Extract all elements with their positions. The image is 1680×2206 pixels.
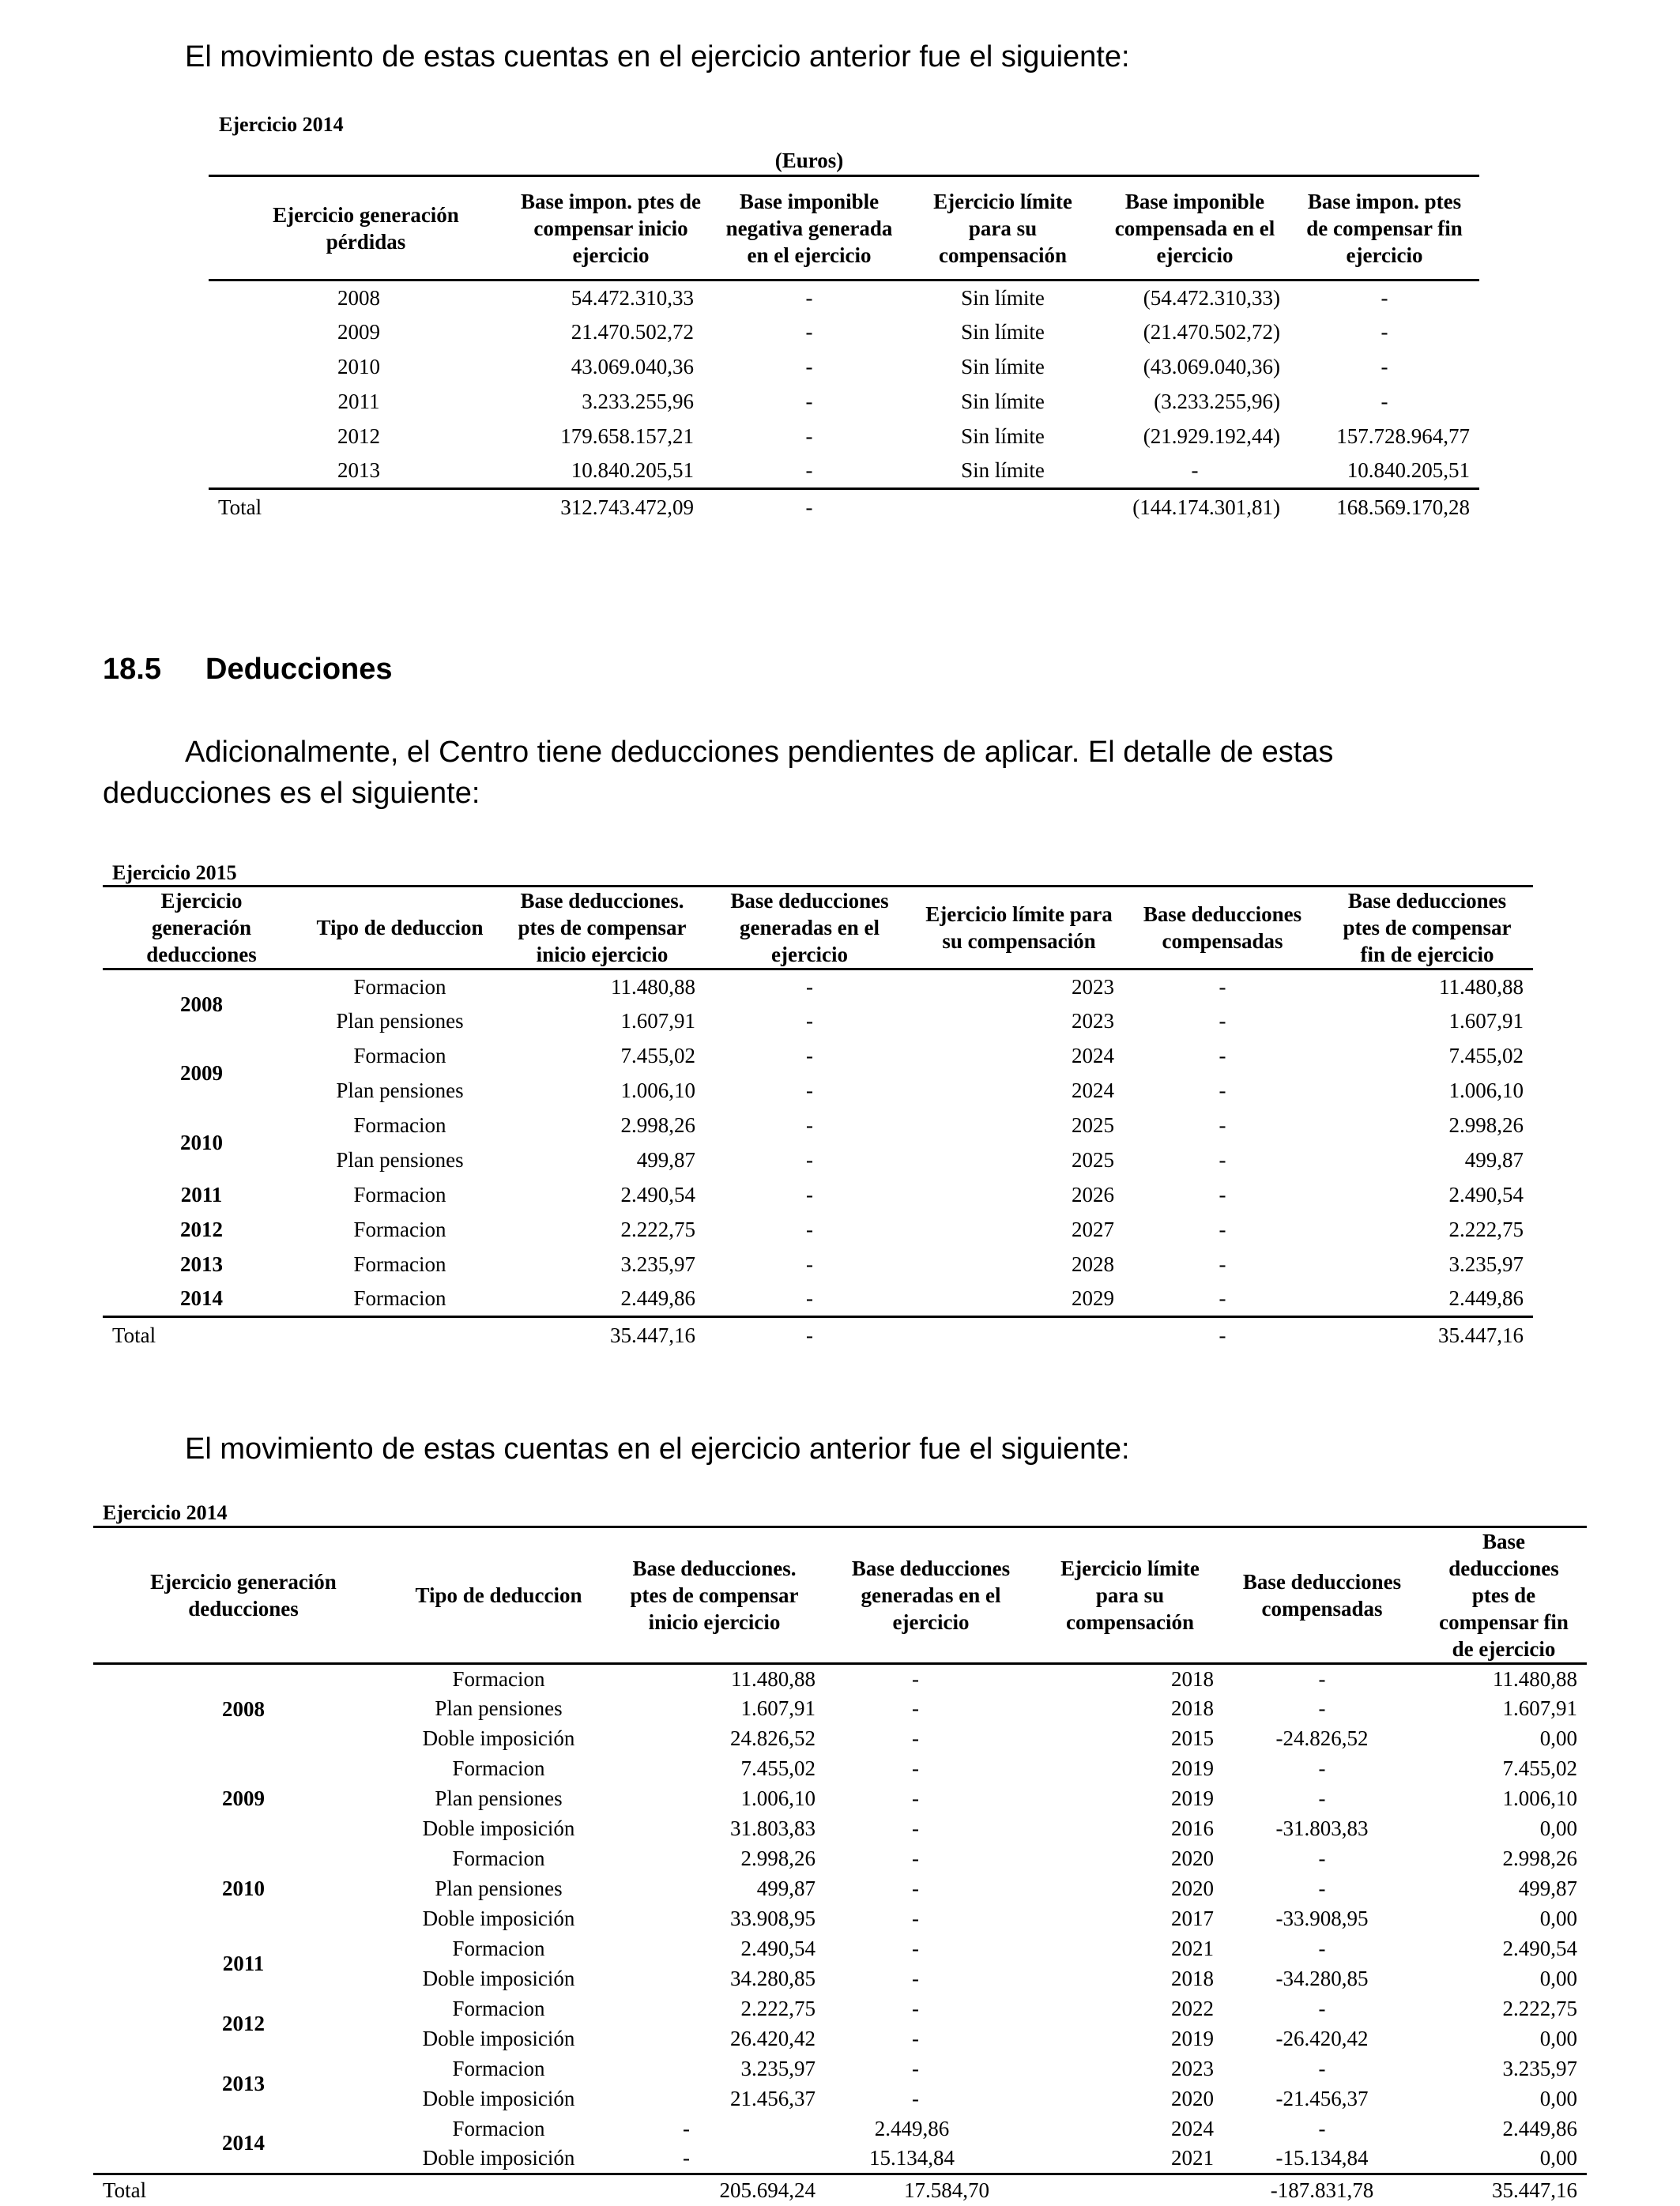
table-cell: - (806, 1113, 813, 1137)
total-cell: -187.831,78 (1223, 2174, 1421, 2206)
table-cell: (21.470.502,72) (1143, 320, 1280, 344)
column-header: Ejercicio límite para su compensación (1037, 1527, 1223, 1664)
total-cell (394, 2174, 604, 2206)
table-cell: - (1219, 1113, 1226, 1137)
table-cell: Sin límite (961, 285, 1045, 310)
year-cell: 2010 (222, 1877, 265, 1900)
total-cell (300, 1317, 499, 1353)
table-cell: Doble imposición (422, 2087, 575, 2110)
column-header: Base deducciones generadas en el ejercicio (825, 1527, 1037, 1664)
table-cell: - (912, 1756, 919, 1780)
table-cell: 31.803,83 (730, 1816, 816, 1840)
column-header: Base deducciones compensadas (1124, 887, 1321, 969)
table-cell: Plan pensiones (435, 1696, 563, 1720)
table-cell: - (912, 1696, 919, 1720)
table-cell: 2012 (337, 424, 380, 448)
year-cell: 2012 (180, 1218, 223, 1241)
table-cell: - (912, 2027, 919, 2050)
total-cell: 35.447,16 (1421, 2174, 1587, 2206)
total-cell: - (713, 489, 906, 525)
table-cell: 2024 (1171, 2117, 1214, 2140)
table-cell: - (1318, 1997, 1326, 2020)
table-cell: (3.233.255,96) (1154, 390, 1280, 413)
table-row (103, 1213, 1533, 1248)
column-header: Tipo de deduccion (394, 1527, 604, 1664)
year-cell: 2011 (222, 1952, 265, 1975)
table-cell: - (912, 1816, 919, 1840)
table-cell: - (912, 1997, 919, 2020)
table-row (103, 1282, 1533, 1317)
section-number: 18.5 (103, 653, 161, 686)
table-cell: 11.480,88 (611, 974, 695, 999)
total-row (103, 1317, 1533, 1353)
table-cell: 2.490,54 (620, 1183, 695, 1207)
table-row (103, 1143, 1533, 1178)
table-cell: 2018 (1171, 1666, 1214, 1691)
table-cell: - (912, 2087, 919, 2110)
table-cell: 2.449,86 (874, 2117, 950, 2140)
table-cell: 2021 (1171, 1937, 1214, 1960)
table-cell: 157.728.964,77 (1336, 424, 1470, 448)
table-cell: Sin límite (961, 390, 1045, 413)
intro-paragraph-3: El movimiento de estas cuentas en el ejercicio anterior fue el siguiente: (185, 1432, 1130, 1466)
table-cell: - (1381, 320, 1388, 344)
total-cell: 17.584,70 (825, 2174, 1037, 2206)
table-cell: Sin límite (961, 355, 1045, 378)
table1-unit: (Euros) (774, 149, 844, 172)
table-cell: 0,00 (1539, 1816, 1577, 1840)
section-paragraph (103, 732, 1595, 814)
table-cell: - (805, 390, 813, 413)
section-paragraph-line-1: Adicionalmente, el Centro tiene deducciones pendientes de aplicar. El detalle de estas (185, 736, 1334, 769)
column-header: Ejercicio límite para su compensación (906, 176, 1100, 280)
table-cell: 2018 (1171, 1967, 1214, 1990)
table-cell: Formacion (452, 1937, 545, 1960)
table-cell: - (912, 1937, 919, 1960)
column-header: Tipo de deduccion (300, 887, 499, 969)
deductions-table-2014 (93, 1526, 1587, 2206)
table-cell: - (806, 1148, 813, 1172)
table-cell: - (1219, 1148, 1226, 1172)
table-cell: Formacion (452, 2117, 545, 2140)
table-cell: 2018 (1171, 1696, 1214, 1720)
table-cell: - (912, 1967, 919, 1990)
table-row (93, 1934, 1587, 1964)
table-cell: - (1318, 2117, 1326, 2140)
table-cell: 2008 (337, 285, 380, 310)
table-cell: 2013 (337, 458, 380, 483)
table-cell: Formacion (452, 1756, 545, 1780)
table-cell: 2019 (1171, 1756, 1214, 1780)
column-header: Base deducciones. ptes de compensar inicio ejercicio (604, 1527, 825, 1664)
table-row (93, 1664, 1587, 1694)
table-cell: 2016 (1171, 1816, 1214, 1840)
table-row (93, 1754, 1587, 1784)
table-cell: - (912, 1907, 919, 1930)
column-header: Ejercicio límite para su compensación (914, 887, 1124, 969)
table-cell: 2.449,86 (1448, 1286, 1524, 1311)
year-cell: 2008 (222, 1696, 265, 1721)
total-cell (914, 1317, 1124, 1353)
total-cell: 35.447,16 (499, 1317, 705, 1353)
table-cell: - (1381, 390, 1388, 413)
table-cell: 3.235,97 (1502, 2057, 1577, 2080)
table-cell: Formacion (353, 1218, 446, 1241)
section-paragraph-line-2: deducciones es el siguiente: (103, 777, 480, 810)
table-row (209, 420, 1479, 454)
table-cell: 1.607,91 (740, 1696, 816, 1720)
table-row (93, 1994, 1587, 2024)
total-row (209, 489, 1479, 525)
table-cell: - (912, 2057, 919, 2080)
table-cell: 2017 (1171, 1907, 1214, 1930)
table-cell: Formacion (353, 1252, 446, 1276)
table-cell: 0,00 (1539, 1726, 1577, 1750)
table-cell: - (1219, 974, 1226, 999)
table-cell: 0,00 (1539, 2087, 1577, 2110)
table-cell: - (912, 1726, 919, 1750)
column-header: Base deducciones. ptes de compensar inicio ejercicio (499, 887, 705, 969)
table-cell: - (912, 1666, 919, 1691)
table-cell: 2.222,75 (1502, 1997, 1577, 2020)
table-cell: 21.470.502,72 (571, 320, 694, 344)
table-cell: 2025 (1072, 1113, 1114, 1137)
year-cell: 2013 (180, 1252, 223, 1276)
table-cell: 2015 (1171, 1726, 1214, 1750)
table-cell: 2.490,54 (740, 1937, 816, 1960)
year-cell: 2014 (222, 2131, 265, 2155)
table-row (103, 1178, 1533, 1213)
table-cell: 2.490,54 (1448, 1183, 1524, 1207)
table-cell: - (1318, 2057, 1326, 2080)
table-cell: - (1318, 1786, 1326, 1810)
table-cell: 2024 (1072, 1079, 1114, 1102)
table-cell: 2020 (1171, 1846, 1214, 1870)
table-cell: 0,00 (1539, 1967, 1577, 1990)
table-row (103, 1004, 1533, 1039)
total-cell: - (705, 1317, 914, 1353)
table-cell: 10.840.205,51 (1347, 458, 1470, 483)
table-row (93, 2114, 1587, 2144)
table-cell: - (806, 1183, 813, 1207)
table-cell: - (1318, 1846, 1326, 1870)
table-cell: Doble imposición (422, 2027, 575, 2050)
table-cell: 2029 (1072, 1286, 1114, 1311)
section-title: Deducciones (205, 653, 393, 686)
year-cell: 2008 (180, 992, 223, 1016)
table-cell: - (806, 1009, 813, 1033)
table-cell: - (1318, 1696, 1326, 1720)
table-cell: - (912, 1786, 919, 1810)
total-cell: 35.447,16 (1321, 1317, 1533, 1353)
table-cell: 33.908,95 (730, 1907, 816, 1930)
column-header: Base impon. ptes de compensar fin ejercicio (1290, 176, 1479, 280)
table-cell: 499,87 (1518, 1877, 1577, 1900)
table-cell: Plan pensiones (435, 1786, 563, 1810)
table-cell: 1.607,91 (620, 1009, 695, 1033)
table-cell: 0,00 (1539, 2146, 1577, 2170)
table-cell: 7.455,02 (620, 1044, 695, 1067)
table-cell: Formacion (452, 1846, 545, 1870)
table-cell: Formacion (353, 1183, 446, 1207)
table-cell: 2011 (337, 390, 380, 413)
table-cell: 3.235,97 (740, 2057, 816, 2080)
table-cell: 54.472.310,33 (571, 285, 694, 310)
table-cell: Doble imposición (422, 1907, 575, 1930)
table-cell: 2.998,26 (1502, 1846, 1577, 1870)
table-cell: Doble imposición (422, 1967, 575, 1990)
table-cell: 21.456,37 (730, 2087, 816, 2110)
table-cell: 1.006,10 (1502, 1786, 1577, 1810)
table-cell: - (683, 2117, 690, 2140)
table-cell: 3.235,97 (1448, 1252, 1524, 1276)
table-row (103, 1248, 1533, 1282)
total-cell: 168.569.170,28 (1290, 489, 1479, 525)
table-cell: Doble imposición (422, 1816, 575, 1840)
table-cell: Sin límite (961, 320, 1045, 344)
table-cell: 2.222,75 (1448, 1218, 1524, 1241)
table-cell: 7.455,02 (1448, 1044, 1524, 1067)
table-cell: - (1219, 1252, 1226, 1276)
table-cell: - (805, 424, 813, 448)
table-cell: 11.480,88 (1439, 974, 1524, 999)
table-cell: - (1219, 1044, 1226, 1067)
column-header: Base impon. ptes de compensar inicio ejercicio (509, 176, 713, 280)
table-cell: 34.280,85 (730, 1967, 816, 1990)
table-cell: - (1219, 1183, 1226, 1207)
table-cell: Formacion (353, 1044, 446, 1067)
table-row (209, 350, 1479, 385)
column-header: Ejercicio generación pérdidas (209, 176, 509, 280)
year-cell: 2014 (180, 1286, 223, 1311)
table-cell: 2023 (1072, 1009, 1114, 1033)
table-cell: 2.998,26 (1448, 1113, 1524, 1137)
table-cell: -33.908,95 (1275, 1907, 1369, 1930)
table-cell: 2022 (1171, 1997, 1214, 2020)
table-cell: 2024 (1072, 1044, 1114, 1067)
table-cell: 2020 (1171, 1877, 1214, 1900)
table-cell: Formacion (452, 1997, 545, 2020)
table-cell: - (912, 1877, 919, 1900)
table-cell: 1.006,10 (620, 1079, 695, 1102)
table-cell: - (1318, 1666, 1326, 1691)
table-row (103, 1074, 1533, 1109)
table-cell: 2009 (337, 320, 380, 344)
table-cell: Plan pensiones (435, 1877, 563, 1900)
table-cell: - (805, 285, 813, 310)
intro-paragraph-1: El movimiento de estas cuentas en el ejercicio anterior fue el siguiente: (185, 40, 1130, 73)
column-header: Base imponible compensada en el ejercicio (1100, 176, 1290, 280)
table-cell: 7.455,02 (740, 1756, 816, 1780)
table-row (103, 1109, 1533, 1143)
column-header: Base imponible negativa generada en el ejercicio (713, 176, 906, 280)
table-cell: -34.280,85 (1275, 1967, 1369, 1990)
table-cell: 2021 (1171, 2146, 1214, 2170)
table-cell: - (806, 1218, 813, 1241)
total-cell (906, 489, 1100, 525)
table-cell: 10.840.205,51 (571, 458, 694, 483)
table3-caption: Ejercicio 2014 (103, 1501, 228, 1524)
table-cell: Formacion (353, 1286, 446, 1311)
table-cell: 2.449,86 (1502, 2117, 1577, 2140)
column-header: Base deducciones compensadas (1223, 1527, 1421, 1664)
column-header: Base deducciones ptes de compensar fin de ejercicio (1321, 887, 1533, 969)
table-cell: - (1381, 285, 1388, 310)
table-cell: - (806, 974, 813, 999)
table-cell: 179.658.157,21 (560, 424, 694, 448)
table-cell: - (1318, 1877, 1326, 1900)
table-cell: Doble imposición (422, 2146, 575, 2170)
table-cell: 2010 (337, 355, 380, 378)
table-cell: 2.998,26 (620, 1113, 695, 1137)
table-cell: (54.472.310,33) (1143, 285, 1280, 310)
table-cell: Formacion (353, 1113, 446, 1137)
table-cell: 3.233.255,96 (582, 390, 694, 413)
table-cell: - (1318, 1756, 1326, 1780)
table-cell: 3.235,97 (620, 1252, 695, 1276)
total-cell: 205.694,24 (604, 2174, 825, 2206)
table-cell: 499,87 (636, 1148, 695, 1172)
column-header: Base deducciones generadas en el ejercicio (705, 887, 914, 969)
table-row (93, 2054, 1587, 2084)
table-cell: 26.420,42 (730, 2027, 816, 2050)
table-cell: 2025 (1072, 1148, 1114, 1172)
table-cell: Plan pensiones (336, 1009, 464, 1033)
table-row (209, 385, 1479, 420)
table2-caption: Ejercicio 2015 (112, 861, 237, 884)
table-cell: -15.134,84 (1275, 2146, 1369, 2170)
table-cell: -21.456,37 (1275, 2087, 1369, 2110)
column-header: Ejercicio generación deducciones (103, 887, 300, 969)
table-cell: - (683, 2146, 690, 2170)
table-cell: 499,87 (756, 1877, 816, 1900)
year-cell: 2009 (180, 1061, 223, 1085)
table-cell: - (1191, 458, 1199, 483)
table-cell: 2.998,26 (740, 1846, 816, 1870)
table-cell: 24.826,52 (730, 1726, 816, 1750)
table-cell: 2027 (1072, 1218, 1114, 1241)
table-cell: 2.222,75 (620, 1218, 695, 1241)
total-cell (1037, 2174, 1223, 2206)
table-cell: - (1381, 355, 1388, 378)
table-cell: 2.490,54 (1502, 1937, 1577, 1960)
table-cell: - (1219, 1079, 1226, 1102)
total-row (93, 2174, 1587, 2206)
table-cell: (21.929.192,44) (1143, 424, 1280, 448)
table-row (103, 1039, 1533, 1074)
deductions-table-2015 (103, 885, 1533, 1353)
table-cell: - (805, 355, 813, 378)
table-cell: Plan pensiones (336, 1148, 464, 1172)
table-cell: - (1219, 1218, 1226, 1241)
table-cell: 43.069.040,36 (571, 355, 694, 378)
table-cell: 15.134,84 (869, 2146, 955, 2170)
table-cell: 7.455,02 (1502, 1756, 1577, 1780)
year-cell: 2009 (222, 1786, 265, 1810)
table-cell: -26.420,42 (1275, 2027, 1369, 2050)
table-cell: 499,87 (1464, 1148, 1524, 1172)
table-cell: Formacion (452, 1666, 545, 1691)
table-cell: - (1219, 1286, 1226, 1311)
table-cell: 1.006,10 (740, 1786, 816, 1810)
table-row (209, 454, 1479, 489)
total-cell: - (1124, 1317, 1321, 1353)
table-cell: Doble imposición (422, 1726, 575, 1750)
year-cell: 2012 (222, 2012, 265, 2035)
table-cell: 2019 (1171, 2027, 1214, 2050)
table-row (93, 1844, 1587, 1874)
total-cell: Total (209, 489, 509, 525)
table-cell: -24.826,52 (1275, 1726, 1369, 1750)
table-cell: - (1318, 1937, 1326, 1960)
table-cell: 2020 (1171, 2087, 1214, 2110)
table-cell: -31.803,83 (1275, 1816, 1369, 1840)
table-cell: 1.006,10 (1448, 1079, 1524, 1102)
table-cell: (43.069.040,36) (1143, 355, 1280, 378)
table-cell: - (805, 458, 813, 483)
table-cell: - (1219, 1009, 1226, 1033)
total-cell: Total (103, 1317, 300, 1353)
year-cell: 2013 (222, 2072, 265, 2095)
table-cell: 2.222,75 (740, 1997, 816, 2020)
year-cell: 2010 (180, 1131, 223, 1154)
table-cell: 0,00 (1539, 1907, 1577, 1930)
total-cell: Total (93, 2174, 394, 2206)
table-row (209, 280, 1479, 315)
table-cell: - (806, 1079, 813, 1102)
total-cell: 312.743.472,09 (509, 489, 713, 525)
table-cell: Formacion (353, 974, 446, 999)
table-cell: - (806, 1286, 813, 1311)
table1-caption: Ejercicio 2014 (219, 113, 344, 136)
table-cell: - (912, 1846, 919, 1870)
column-header: Ejercicio generación deducciones (93, 1527, 394, 1664)
table-cell: Formacion (452, 2057, 545, 2080)
total-cell: (144.174.301,81) (1100, 489, 1290, 525)
table-cell: Sin límite (961, 458, 1045, 483)
table-cell: - (806, 1044, 813, 1067)
table-cell: 2026 (1072, 1183, 1114, 1207)
table-cell: Sin límite (961, 424, 1045, 448)
table-cell: 2023 (1171, 2057, 1214, 2080)
table-cell: 2028 (1072, 1252, 1114, 1276)
column-header: Base deducciones ptes de compensar fin de ejercicio (1421, 1527, 1587, 1664)
table-cell: - (805, 320, 813, 344)
table-row (209, 315, 1479, 350)
table-cell: 1.607,91 (1502, 1696, 1577, 1720)
table-cell: - (806, 1252, 813, 1276)
table-cell: 11.480,88 (731, 1666, 816, 1691)
table-row (103, 969, 1533, 1004)
table-cell: 2019 (1171, 1786, 1214, 1810)
table-cell: 1.607,91 (1448, 1009, 1524, 1033)
table-cell: 11.480,88 (1493, 1666, 1577, 1691)
table-cell: 0,00 (1539, 2027, 1577, 2050)
year-cell: 2011 (180, 1183, 223, 1207)
table-cell: 2.449,86 (620, 1286, 695, 1311)
table-cell: 2023 (1072, 974, 1114, 999)
carryforward-losses-table-2014 (209, 149, 1479, 525)
table-cell: Plan pensiones (336, 1079, 464, 1102)
